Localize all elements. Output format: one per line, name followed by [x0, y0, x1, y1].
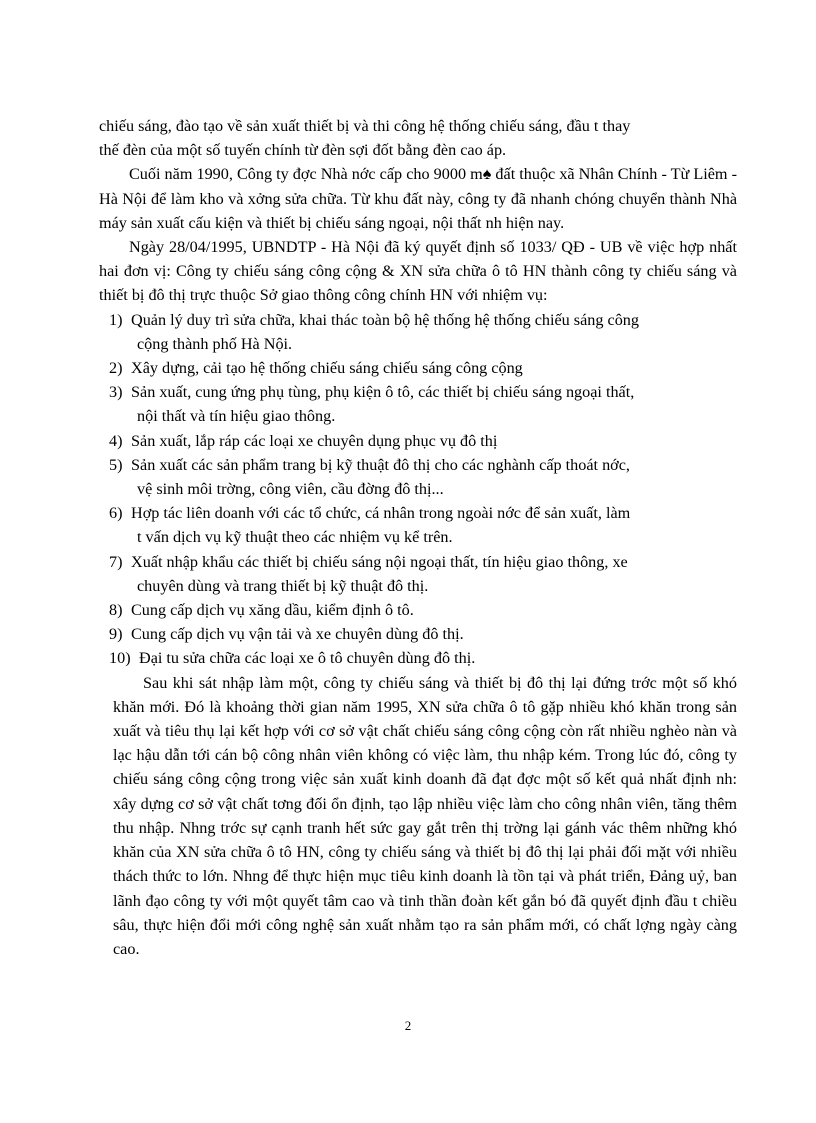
- list-item-text-cont: cộng thành phố Hà Nội.: [137, 334, 293, 353]
- paragraph-1-line-2: thế đèn của một số tuyến chính từ đèn sợi đốt bằng đèn cao áp.: [99, 141, 507, 160]
- list-item: [109, 453, 737, 501]
- document-page: [99, 114, 737, 961]
- list-item-text-cont: chuyên dùng và trang thiết bị kỹ thuật đô thị.: [137, 576, 429, 595]
- paragraph-1-line-1: chiếu sáng, đào tạo về sản xuất thiết bị và thi công hệ thống chiếu sáng, đầu t thay: [99, 117, 631, 135]
- list-item-number: 3): [109, 383, 123, 402]
- list-item-number: 1): [109, 310, 123, 329]
- list-item-text: Sản xuất, cung ứng phụ tùng, phụ kiện ô tô, các thiết bị chiếu sáng ngoại thất,: [131, 383, 635, 402]
- list-item-number: 10): [109, 649, 131, 668]
- list-item-number: 6): [109, 504, 123, 523]
- list-item-text: Xuất nhập khẩu các thiết bị chiếu sáng nội ngoại thất, tín hiệu giao thông, xe: [131, 552, 628, 571]
- paragraph-1: [99, 114, 737, 162]
- list-item-text-cont: vệ sinh môi trờng, công viên, cầu đờng đô thị...: [137, 480, 444, 499]
- list-item-number: 7): [109, 552, 123, 571]
- list-item-text: Cung cấp dịch vụ xăng dầu, kiểm định ô tô.: [131, 601, 414, 620]
- list-item-text-cont: nội thất và tín hiệu giao thông.: [137, 407, 336, 426]
- task-list: [99, 308, 737, 671]
- paragraph-2: Cuối năm 1990, Công ty đợc Nhà nớc cấp cho 9000 m♠ đất thuộc xã Nhân Chính - Từ Liêm - Hà Nội để làm kho và xởng sửa chữa. Từ khu đất này, công ty đã nhanh chóng chuyển thành Nhà máy sản xuất cấu kiện và thiết bị chiếu sáng ngoại, nội thất nh hiện nay.: [99, 165, 737, 232]
- list-item: [109, 646, 737, 670]
- list-item-text: Xây dựng, cải tạo hệ thống chiếu sáng chiếu sáng công cộng: [131, 359, 523, 378]
- list-item-number: 8): [109, 601, 123, 620]
- list-item-text: Cung cấp dịch vụ vận tải và xe chuyên dùng đô thị.: [131, 625, 464, 644]
- list-item: [109, 550, 737, 598]
- list-item: [109, 598, 737, 622]
- list-item-number: 2): [109, 359, 123, 378]
- list-item-text: Quản lý duy trì sửa chữa, khai thác toàn bộ hệ thống hệ thống chiếu sáng công: [131, 310, 639, 329]
- list-item: [109, 501, 737, 549]
- list-item: [109, 356, 737, 380]
- list-item: [109, 308, 737, 356]
- list-item: [109, 429, 737, 453]
- list-item: [109, 380, 737, 428]
- list-item-number: 9): [109, 625, 123, 644]
- list-item-text: Sản xuất, lắp ráp các loại xe chuyên dụng phục vụ đô thị: [131, 431, 498, 450]
- list-item-text: Sản xuất các sản phẩm trang bị kỹ thuật đô thị cho các nghành cấp thoát nớc,: [131, 455, 630, 474]
- closing-paragraph: Sau khi sát nhập làm một, công ty chiếu sáng và thiết bị đô thị lại đứng trớc một số khó khăn mới. Đó là khoảng thời gian năm 1995, XN sửa chữa ô tô gặp nhiều khó khăn trong sản xuất và tiêu thụ lại kết hợp với cơ sở vật chất chiếu sáng công cộng còn rất nhiều nghèo nàn và lạc hậu dẫn tới cán bộ công nhân viên không có việc làm, thu nhập kém. Trong lúc đó, công ty chiếu sáng công cộng trong việc sản xuất kinh doanh đã đạt đợc một số kết quả nhất định nh: xây dựng cơ sở vật chất tơng đối ổn định, tạo lập nhiều việc làm cho công nhân viên, tăng thêm thu nhập. Nhng trớc sự cạnh tranh hết sức gay gắt trên thị trờng lại gánh vác thêm những khó khăn của XN sửa chữa ô tô HN, công ty chiếu sáng và thiết bị đô thị lại phải đối mặt với nhiều thách thức to lớn. Nhng để thực hiện mục tiêu kinh doanh là tồn tại và phát triển, Đảng uỷ, ban lãnh đạo công ty với một quyết tâm cao và tinh thần đoàn kết gắn bó đã quyết định đầu t chiều sâu, thực hiện đổi mới công nghệ sản xuất nhằm tạo ra sản phẩm mới, có chất lợng ngày càng cao.: [113, 673, 737, 958]
- list-item-number: 4): [109, 431, 123, 450]
- list-item: [109, 622, 737, 646]
- list-item-text: Đại tu sửa chữa các loại xe ô tô chuyên dùng đô thị.: [139, 649, 476, 668]
- list-item-text-cont: t vấn dịch vụ kỹ thuật theo các nhiệm vụ kể trên.: [137, 528, 453, 547]
- paragraph-3: Ngày 28/04/1995, UBNDTP - Hà Nội đã ký quyết định số 1033/ QĐ - UB về việc hợp nhất hai đơn vị: Công ty chiếu sáng công cộng & XN sửa chữa ô tô HN thành công ty chiếu sáng và thiết bị đô thị trực thuộc Sở giao thông công chính HN với nhiệm vụ:: [99, 238, 737, 305]
- list-item-text: Hợp tác liên doanh với các tổ chức, cá nhân trong ngoài nớc để sản xuất, làm: [131, 504, 631, 523]
- list-item-number: 5): [109, 455, 123, 474]
- page-number: 2: [404, 1018, 412, 1033]
